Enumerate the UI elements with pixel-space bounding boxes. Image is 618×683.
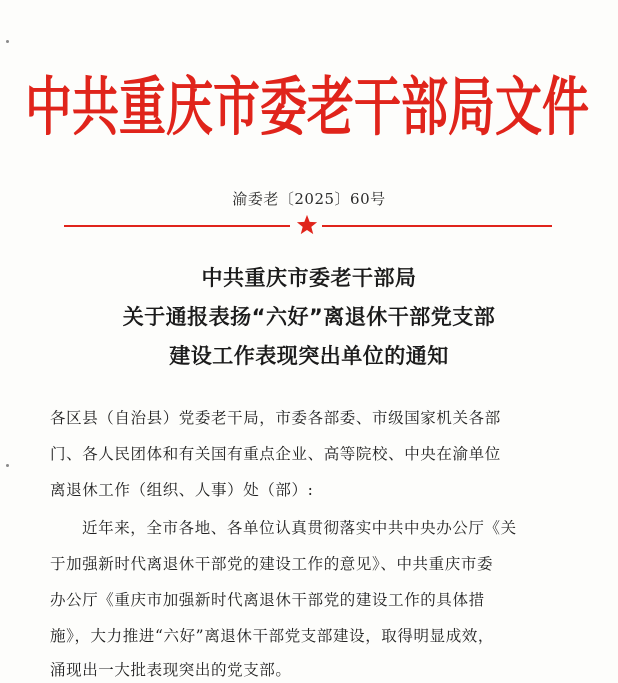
document-number: 渝委老〔2025〕60号 [232,190,386,208]
scan-mark [6,40,9,43]
scan-mark [6,464,9,467]
notice-title-line-1: 中共重庆市委老干部局 [201,266,417,290]
body-line: 离退休工作（组织、人事）处（部）: [50,481,314,499]
body-line: 近年来，全市各地、各单位认真贯彻落实中共中央办公厅《关 [82,519,517,537]
body-line: 涌现出一大批表现突出的党支部。 [50,661,292,679]
red-divider-right [322,225,552,227]
body-line: 门、各人民团体和有关国有重点企业、高等院校、中央在渝单位 [50,445,501,463]
body-line: 各区县（自治县）党委老干局，市委各部委、市级国家机关各部 [50,409,501,427]
body-line: 于加强新时代离退休干部党的建设工作的意见》、中共重庆市委 [50,555,494,573]
body-line: 办公厅《重庆市加强新时代离退休干部党的建设工作的具体措 [50,591,485,609]
star-icon [296,214,318,236]
red-divider-left [64,225,290,227]
notice-title-line-2: 关于通报表扬“六好”离退休干部党支部 [122,305,496,329]
notice-title-line-3: 建设工作表现突出单位的通知 [169,344,449,368]
document-masthead: 中共重庆市委老干部局文件 [25,70,589,145]
body-line: 施》，大力推进“六好”离退休干部党支部建设，取得明显成效， [50,627,494,645]
